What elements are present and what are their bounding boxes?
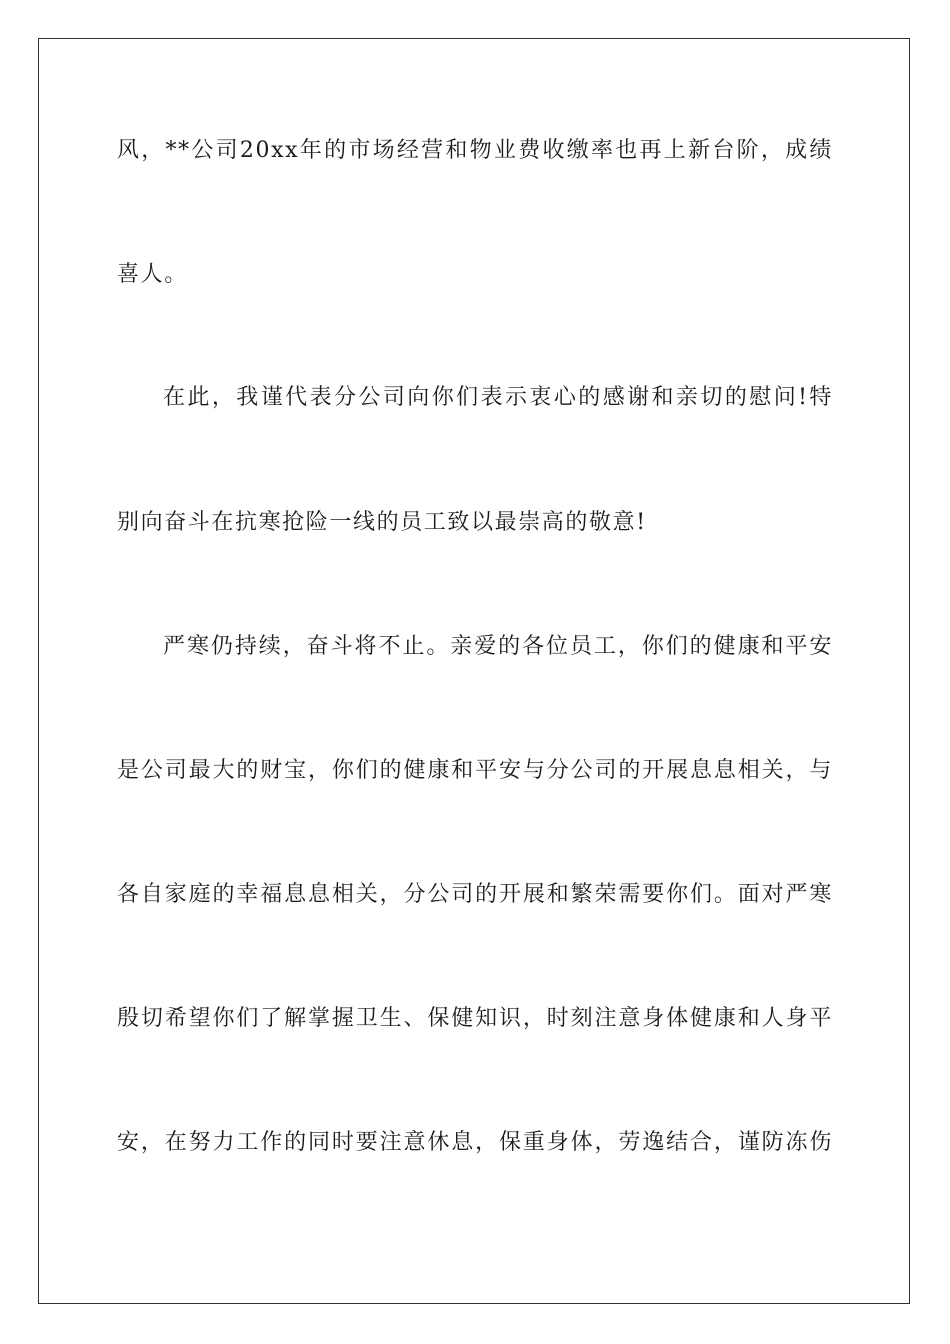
page-border <box>38 38 910 1304</box>
text-line-9: 安，在努力工作的同时要注意休息，保重身体，劳逸结合，谨防冻伤 <box>117 1130 833 1155</box>
text-line-8: 殷切希望你们了解掌握卫生、保健知识，时刻注意身体健康和人身平 <box>117 1006 833 1031</box>
text-line-1: 风，**公司20xx年的市场经营和物业费收缴率也再上新台阶，成绩 <box>117 138 833 163</box>
text-line-6: 是公司最大的财宝，你们的健康和平安与分公司的开展息息相关，与 <box>117 758 833 783</box>
text-line-4: 别向奋斗在抗寒抢险一线的员工致以最崇高的敬意! <box>117 510 647 535</box>
text-line-2: 喜人。 <box>117 262 188 287</box>
text-line-5: 严寒仍持续，奋斗将不止。亲爱的各位员工，你们的健康和平安 <box>163 634 833 659</box>
text-line-7: 各自家庭的幸福息息相关，分公司的开展和繁荣需要你们。面对严寒 <box>117 882 833 907</box>
text-line-3: 在此，我谨代表分公司向你们表示衷心的感谢和亲切的慰问!特 <box>163 385 833 410</box>
